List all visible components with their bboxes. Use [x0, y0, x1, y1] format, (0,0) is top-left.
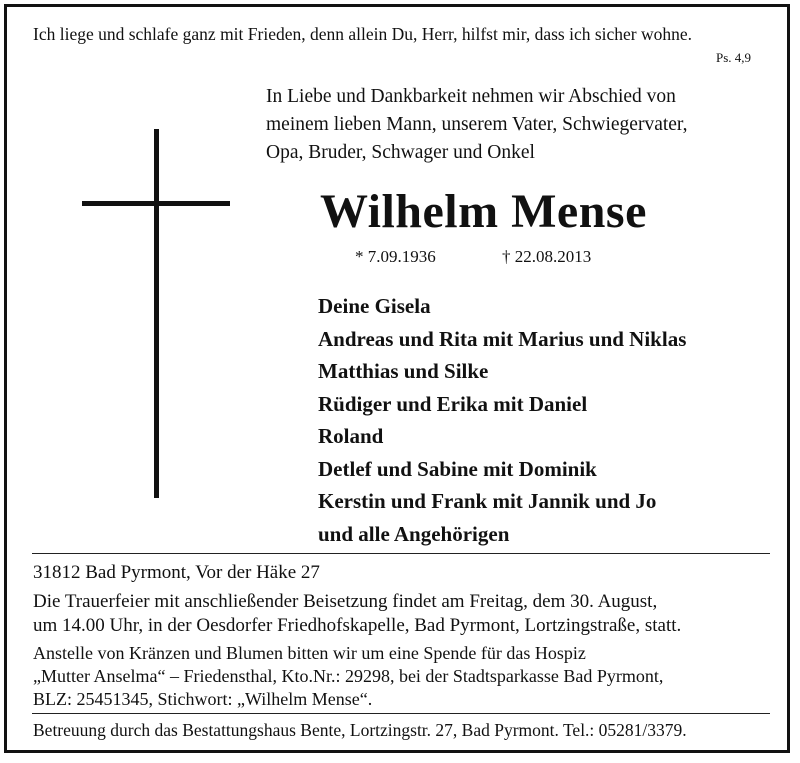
- mourner-entry: Kerstin und Frank mit Jannik und Jo: [318, 489, 657, 513]
- verse-reference: Ps. 4,9: [716, 50, 752, 65]
- donation-line: BLZ: 25451345, Stichwort: „Wilhelm Mense“.: [33, 689, 373, 709]
- mourner-entry: Detlef und Sabine mit Dominik: [318, 456, 597, 481]
- deceased-name: Wilhelm Mense: [320, 185, 647, 238]
- intro-line: In Liebe und Dankbarkeit nehmen wir Abschied von: [266, 86, 676, 107]
- donation-line: Anstelle von Kränzen und Blumen bitten wir um eine Spende für das Hospiz: [33, 643, 586, 663]
- funeral-home-credit: Betreuung durch das Bestattungshaus Bente, Lortzingstr. 27, Bad Pyrmont. Tel.: 05281/3379.: [33, 720, 687, 740]
- mourner-entry: Andreas und Rita mit Marius und Niklas: [318, 326, 687, 351]
- mourner-entry: Rüdiger und Erika mit Daniel: [318, 391, 588, 416]
- service-line: Die Trauerfeier mit anschließender Beisetzung findet am Freitag, dem 30. August,: [33, 591, 658, 612]
- intro-line: meinem lieben Mann, unserem Vater, Schwiegervater,: [266, 114, 688, 135]
- mourner-entry: und alle Angehörigen: [318, 521, 510, 546]
- birth-date: * 7.09.1936: [355, 247, 436, 266]
- mourners-list: [318, 290, 686, 550]
- section-divider: [32, 553, 770, 554]
- mourner-entry: Roland: [318, 424, 384, 448]
- mourner-entry: Matthias und Silke: [318, 359, 489, 383]
- death-date: † 22.08.2013: [502, 247, 592, 266]
- section-divider: [32, 713, 770, 714]
- farewell-intro: [266, 83, 688, 167]
- service-line: um 14.00 Uhr, in der Oesdorfer Friedhofskapelle, Bad Pyrmont, Lortzingstraße, statt.: [33, 615, 682, 636]
- cross-vertical-beam: [154, 129, 159, 498]
- bible-verse: Ich liege und schlafe ganz mit Frieden, denn allein Du, Herr, hilfst mir, dass ich sicher wohne.: [33, 24, 693, 44]
- donation-request: [33, 642, 663, 711]
- intro-line: Opa, Bruder, Schwager und Onkel: [266, 142, 535, 163]
- family-address: 31812 Bad Pyrmont, Vor der Häke 27: [33, 562, 320, 583]
- cross-horizontal-beam: [82, 201, 230, 206]
- funeral-service-notice: [33, 590, 681, 638]
- donation-line: „Mutter Anselma“ – Friedensthal, Kto.Nr.: 29298, bei der Stadtsparkasse Bad Pyrmont,: [33, 666, 664, 686]
- mourner-entry: Deine Gisela: [318, 294, 431, 318]
